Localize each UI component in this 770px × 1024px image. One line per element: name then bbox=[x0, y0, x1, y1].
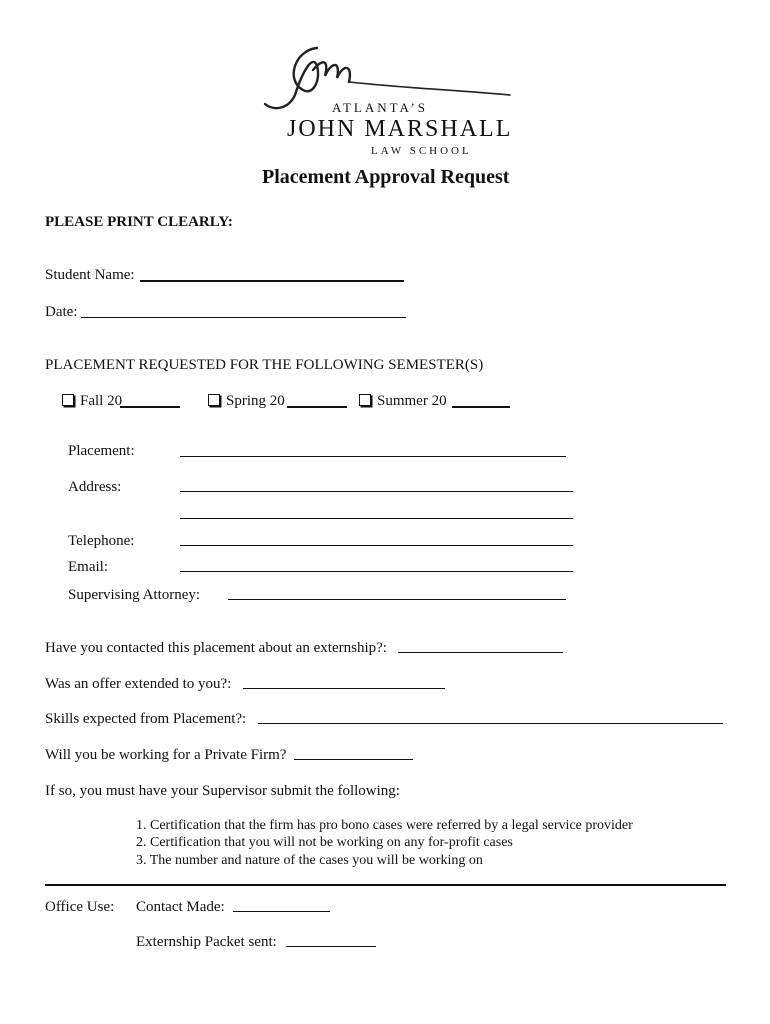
office-use-label: Office Use: bbox=[45, 899, 115, 915]
spring-year-field[interactable] bbox=[287, 406, 347, 408]
supervising-attorney-field[interactable] bbox=[228, 599, 566, 600]
telephone-label: Telephone: bbox=[68, 533, 135, 549]
print-clearly-heading: PLEASE PRINT CLEARLY: bbox=[45, 214, 233, 230]
placement-field[interactable] bbox=[180, 456, 566, 457]
address-field-1[interactable] bbox=[180, 491, 573, 492]
offer-field[interactable] bbox=[243, 688, 445, 689]
packet-sent-field[interactable] bbox=[286, 946, 376, 947]
office-use-divider bbox=[45, 884, 726, 886]
requirement-item: 3. The number and nature of the cases you will be working on bbox=[136, 853, 483, 868]
spring-checkbox-icon[interactable] bbox=[208, 394, 220, 406]
fall-year-field[interactable] bbox=[120, 406, 180, 408]
address-field-2[interactable] bbox=[180, 518, 573, 519]
private-firm-question: Will you be working for a Private Firm? bbox=[45, 747, 287, 763]
summer-year-field[interactable] bbox=[452, 406, 510, 408]
address-label: Address: bbox=[68, 479, 122, 495]
contacted-field[interactable] bbox=[398, 652, 563, 653]
contact-made-label: Contact Made: bbox=[136, 899, 225, 915]
fall-label: Fall 20 bbox=[80, 393, 123, 409]
placement-label: Placement: bbox=[68, 443, 135, 459]
skills-question: Skills expected from Placement?: bbox=[45, 711, 247, 727]
telephone-field[interactable] bbox=[180, 545, 573, 546]
packet-sent-label: Externship Packet sent: bbox=[136, 934, 277, 950]
date-label: Date: bbox=[45, 304, 78, 320]
logo-city: ATLANTA’S bbox=[332, 100, 429, 115]
contacted-question: Have you contacted this placement about an externship?: bbox=[45, 640, 387, 656]
requirement-item: 2. Certification that you will not be working on any for-profit cases bbox=[136, 835, 513, 850]
email-label: Email: bbox=[68, 559, 108, 575]
school-logo bbox=[255, 40, 515, 155]
offer-question: Was an offer extended to you?: bbox=[45, 676, 232, 692]
requirement-item: 1. Certification that the firm has pro bono cases were referred by a legal service provider bbox=[136, 818, 633, 833]
if-so-instruction: If so, you must have your Supervisor submit the following: bbox=[45, 783, 400, 799]
private-firm-field[interactable] bbox=[294, 759, 413, 760]
page-title: Placement Approval Request bbox=[262, 166, 510, 188]
fall-checkbox-icon[interactable] bbox=[62, 394, 74, 406]
student-name-field[interactable] bbox=[140, 280, 404, 282]
semester-fall[interactable] bbox=[62, 392, 122, 410]
contact-made-field[interactable] bbox=[233, 911, 330, 912]
skills-field[interactable] bbox=[258, 723, 723, 724]
date-field[interactable] bbox=[81, 317, 406, 318]
student-name-label: Student Name: bbox=[45, 267, 135, 283]
logo-law-school: LAW SCHOOL bbox=[371, 145, 472, 157]
semester-spring[interactable] bbox=[208, 392, 285, 410]
logo-name: JOHN MARSHALL bbox=[287, 116, 513, 142]
email-field[interactable] bbox=[180, 571, 573, 572]
semester-heading: PLACEMENT REQUESTED FOR THE FOLLOWING SEMESTER(S) bbox=[45, 357, 484, 373]
summer-label: Summer 20 bbox=[377, 393, 447, 409]
semester-summer[interactable] bbox=[359, 392, 447, 410]
summer-checkbox-icon[interactable] bbox=[359, 394, 371, 406]
supervising-attorney-label: Supervising Attorney: bbox=[68, 587, 201, 603]
spring-label: Spring 20 bbox=[226, 393, 285, 409]
